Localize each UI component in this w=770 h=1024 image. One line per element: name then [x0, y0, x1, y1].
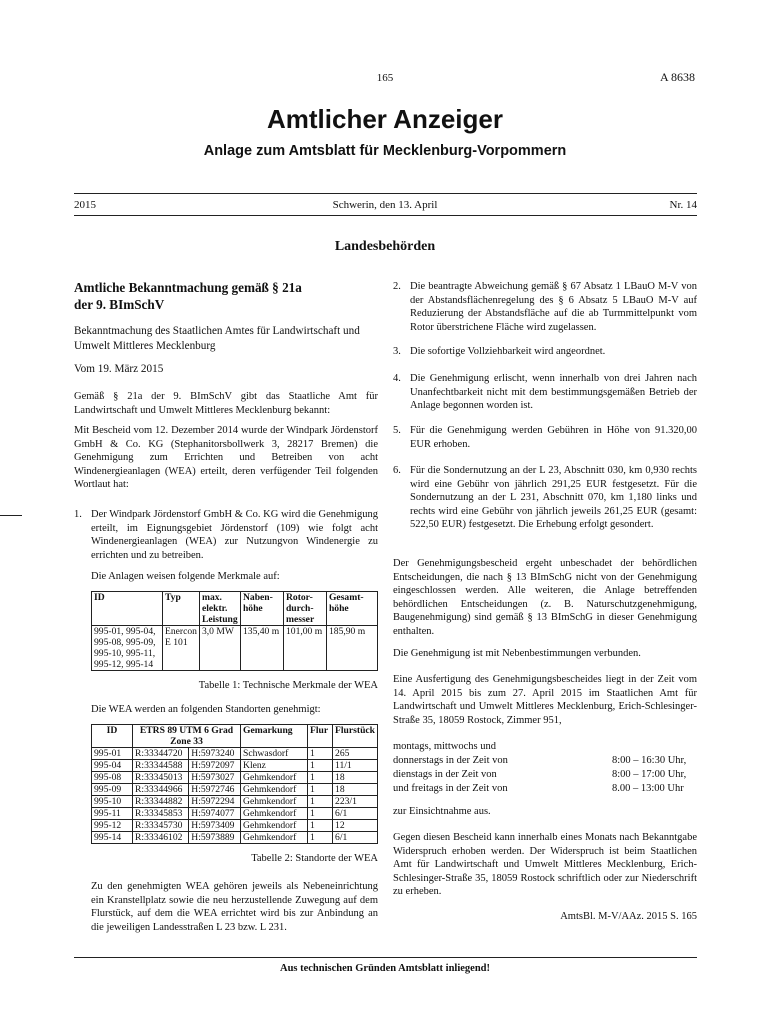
table-cell: H:5973409 — [189, 820, 241, 832]
table-cell: 1 — [308, 760, 333, 772]
list-item-number: 5. — [393, 425, 401, 436]
list-item-6 — [393, 464, 697, 540]
list-item-4 — [393, 372, 697, 414]
table-cell: 12 — [333, 820, 378, 832]
decision-paragraph: Der Genehmigungsbescheid ergeht unbeschadet der behördlichen Entscheidungen, die nach § 13 BImSchG nicht von der Genehmigung eingeschlossen werden. Alle weiteren, die Anlage betreffenden behördlichen Entscheidungen (z. B. Naturschutzgenehmigung, Baugenehmigung) sind gemäß § 13 BImSchG in dieser Genehmigung enthalten. — [393, 558, 697, 637]
table-cell: R:33345853 — [133, 808, 189, 820]
table-cell: Gehmkendorf — [241, 820, 308, 832]
hours-day: montags, mittwochs und — [393, 741, 496, 752]
table-cell: H:5973027 — [189, 772, 241, 784]
document-code: A 8638 — [659, 70, 695, 84]
table-row — [92, 796, 378, 808]
notice-body: Mit Bescheid vom 12. Dezember 2014 wurde der Windpark Jördenstorf GmbH & Co. KG (Stephanitorsbollwerk 3, 28217 Bremen) die Genehmigung zum Errichten und Betreiben von acht Windenergieanlagen (WEA) erteilt, deren verfügender Teil folgenden Wortlaut hat: — [74, 425, 378, 491]
table-cell: R:33345730 — [133, 820, 189, 832]
table-cell: 1 — [308, 784, 333, 796]
closing-paragraph: Zu den genehmigten WEA gehören jeweils als Nebeneinrichtung ein Kranstellplatz sowie die neu herzustellende Zuwegung auf dem Flurstück, auf dem die WEA errichtet wird bis zur Anbindung an die jeweiligen Landesstraßen L 23 bzw. L 231. — [91, 881, 378, 933]
list-item-number: 2. — [393, 281, 401, 292]
table-cell: R:33346102 — [133, 832, 189, 844]
table-cell: Enercon E 101 — [163, 626, 200, 671]
table-row — [92, 832, 378, 844]
table-row — [92, 820, 378, 832]
table1-intro: Die Anlagen weisen folgende Merkmale auf: — [91, 571, 280, 582]
table-cell: 101,00 m — [283, 626, 326, 671]
section-title: Landesbehörden — [334, 239, 436, 254]
table-cell: 995-08 — [92, 772, 133, 784]
table2-caption: Tabelle 2: Standorte der WEA — [251, 853, 378, 864]
hours-day: und freitags in der Zeit von — [393, 783, 508, 794]
table-header-cell: Rotor-durch-messer — [283, 592, 326, 626]
locations-table — [91, 724, 378, 844]
notice-heading-line1: Amtliche Bekanntmachung gemäß § 21a — [74, 280, 302, 295]
table-cell: Gehmkendorf — [241, 808, 308, 820]
table-header-cell: Typ — [163, 592, 200, 626]
list-item-number: 6. — [393, 465, 401, 476]
table-header-row — [92, 592, 378, 626]
citation: AmtsBl. M-V/AAz. 2015 S. 165 — [560, 911, 697, 922]
table-row — [92, 626, 378, 671]
table-cell: 1 — [308, 772, 333, 784]
table-cell: 1 — [308, 796, 333, 808]
table-cell: 135,40 m — [240, 626, 283, 671]
notice-date: Vom 19. März 2015 — [74, 363, 164, 375]
list-item-number: 3. — [393, 346, 401, 357]
table-cell: Gehmkendorf — [241, 796, 308, 808]
table-cell: 995-09 — [92, 784, 133, 796]
notice-heading — [74, 279, 384, 313]
table-cell: 3,0 MW — [199, 626, 240, 671]
dateline-year: 2015 — [74, 199, 96, 211]
list-item-1 — [74, 508, 378, 568]
dateline-place-date: Schwerin, den 13. April — [332, 199, 438, 211]
table-cell: Klenz — [241, 760, 308, 772]
table-cell: Schwasdorf — [241, 748, 308, 760]
notice-authority: Bekanntmachung des Staatlichen Amtes für Landwirtschaft und Umwelt Mittleres Mecklenburg — [74, 325, 360, 352]
hours-time: 8:00 – 17:00 Uhr, — [612, 769, 687, 780]
table-cell: R:33344588 — [133, 760, 189, 772]
footer-rule — [74, 957, 697, 958]
list-item-5 — [393, 424, 697, 452]
inspection-note: zur Einsichtnahme aus. — [393, 806, 491, 817]
table-row — [92, 772, 378, 784]
notice-intro: Gemäß § 21a der 9. BImSchV gibt das Staatliche Amt für Landwirtschaft und Umwelt Mittleres Mecklenburg bekannt: — [74, 391, 378, 416]
table-cell: 1 — [308, 832, 333, 844]
table-header-cell: Flurstück — [333, 725, 378, 748]
table-header-row — [92, 725, 378, 748]
footer-note: Aus technischen Gründen Amtsblatt inliegend! — [279, 963, 491, 974]
table-cell: 11/1 — [333, 760, 378, 772]
table-cell: 185,90 m — [326, 626, 377, 671]
table-cell: H:5973240 — [189, 748, 241, 760]
list-item-text: Die Genehmigung erlischt, wenn innerhalb von drei Jahren nach Unanfechtbarkeit nicht mit dem bestimmungsgemäßen Betrieb der Anlage begonnen worden ist. — [410, 373, 697, 412]
table-cell: 995-01, 995-04, 995-08, 995-09, 995-10, 995-11, 995-12, 995-14 — [92, 626, 163, 671]
hours-time: 8:00 – 16:30 Uhr, — [612, 755, 687, 766]
table-cell: 995-10 — [92, 796, 133, 808]
table-cell: 18 — [333, 772, 378, 784]
list-item-number: 1. — [74, 509, 82, 520]
table-row — [92, 760, 378, 772]
table-cell: H:5972294 — [189, 796, 241, 808]
dateline-issue: Nr. 14 — [669, 199, 697, 211]
masthead-subtitle: Anlage zum Amtsblatt für Mecklenburg-Vorpommern — [203, 143, 567, 159]
list-item-text: Die sofortige Vollziehbarkeit wird angeordnet. — [410, 346, 606, 357]
table-cell: 1 — [308, 820, 333, 832]
table1-caption: Tabelle 1: Technische Merkmale der WEA — [198, 680, 378, 691]
masthead-title: Amtlicher Anzeiger — [267, 104, 503, 134]
table-header-cell: ETRS 89 UTM 6 Grad Zone 33 — [133, 725, 241, 748]
table-header-cell: ID — [92, 592, 163, 626]
table-row — [92, 808, 378, 820]
page-number: 165 — [376, 72, 394, 84]
table-cell: H:5974077 — [189, 808, 241, 820]
table-header-cell: max. elektr. Leistung — [199, 592, 240, 626]
table2-intro: Die WEA werden an folgenden Standorten genehmigt: — [91, 704, 321, 715]
table-cell: H:5973889 — [189, 832, 241, 844]
hours-day: donnerstags in der Zeit von — [393, 755, 508, 766]
table-cell: R:33344966 — [133, 784, 189, 796]
table-cell: Gehmkendorf — [241, 832, 308, 844]
table-cell: Gehmkendorf — [241, 784, 308, 796]
appeal-paragraph: Gegen diesen Bescheid kann innerhalb eines Monats nach Bekanntgabe Widerspruch erhoben werden. Der Widerspruch ist beim Staatlichen Amt für Landwirtschaft und Umwelt Mittleres Mecklenburg, Erich-Schlesinger-Straße 35, 18059 Rostock schriftlich oder zur Niederschrift zu erheben. — [393, 832, 697, 898]
inspection-paragraph: Eine Ausfertigung des Genehmigungsbescheides liegt in der Zeit vom 14. April 2015 bis zum 27. April 2015 im Staatlichen Amt für Landwirtschaft und Umwelt Mittleres Mecklenburg, Erich-Schlesinger-Straße 35, 18059 Rostock, Zimmer 951, — [393, 674, 697, 726]
table-cell: R:33345013 — [133, 772, 189, 784]
list-item-text: Der Windpark Jördenstorf GmbH & Co. KG wird die Genehmigung erteilt, im Eignungsgebiet Jördenstorf (109) wie folgt acht Windenergieanlagen (WEA) zur Nutzungvon Windenergie zu errichten und zu betreiben. — [91, 509, 378, 561]
table-header-cell: Naben-höhe — [240, 592, 283, 626]
list-item-text: Für die Genehmigung werden Gebühren in Höhe von 91.320,00 EUR erhoben. — [410, 425, 697, 450]
table-cell: 6/1 — [333, 832, 378, 844]
table-cell: 265 — [333, 748, 378, 760]
technical-specs-table — [91, 591, 378, 671]
list-item-text: Für die Sondernutzung an der L 23, Abschnitt 030, km 0,930 rechts wird eine Gebühr von jährlich 291,25 EUR festgesetzt. Für die Sondernutzung an der L 231, Abschnitt 070, km 1,180 links und rechts wird eine Gebühr von jährlich jeweils 261,25 EUR (gesamt: 522,50 EUR) festgesetzt. Die Erhebung erfolgt gesondert. — [410, 465, 697, 531]
table-header-cell: Gesamt-höhe — [326, 592, 377, 626]
table-cell: 995-04 — [92, 760, 133, 772]
table-cell: 995-14 — [92, 832, 133, 844]
table-cell: Gehmkendorf — [241, 772, 308, 784]
header-rule-top — [74, 193, 697, 194]
table-cell: 223/1 — [333, 796, 378, 808]
table-cell: 6/1 — [333, 808, 378, 820]
table-cell: R:33344882 — [133, 796, 189, 808]
hours-day: dienstags in der Zeit von — [393, 769, 497, 780]
notice-heading-line2: der 9. BImSchV — [74, 297, 165, 312]
list-item-2 — [393, 280, 697, 336]
conditions-note: Die Genehmigung ist mit Nebenbestimmungen verbunden. — [393, 648, 641, 659]
table-cell: 18 — [333, 784, 378, 796]
table-header-cell: ID — [92, 725, 133, 748]
table-cell: H:5972746 — [189, 784, 241, 796]
margin-mark — [0, 515, 22, 516]
table-cell: 1 — [308, 808, 333, 820]
list-item-text: Die beantragte Abweichung gemäß § 67 Absatz 1 LBauO M-V von der Abstandsflächenregelung des § 6 Absatz 5 LBauO M-V auf Reduzierung der Abstandsfläche auf die ab Turmmittelpunkt vom Rotor überstrichene Fläche wird zugelassen. — [410, 281, 697, 333]
table-cell: 1 — [308, 748, 333, 760]
table-row — [92, 784, 378, 796]
table-header-cell: Gemarkung — [241, 725, 308, 748]
list-item-3 — [393, 345, 697, 359]
list-item-number: 4. — [393, 373, 401, 384]
table-row — [92, 748, 378, 760]
table-header-cell: Flur — [308, 725, 333, 748]
header-rule-bottom — [74, 215, 697, 216]
hours-time: 8.00 – 13:00 Uhr — [612, 783, 684, 794]
table-cell: 995-01 — [92, 748, 133, 760]
table-cell: R:33344720 — [133, 748, 189, 760]
table-cell: H:5972097 — [189, 760, 241, 772]
table-cell: 995-11 — [92, 808, 133, 820]
table-cell: 995-12 — [92, 820, 133, 832]
